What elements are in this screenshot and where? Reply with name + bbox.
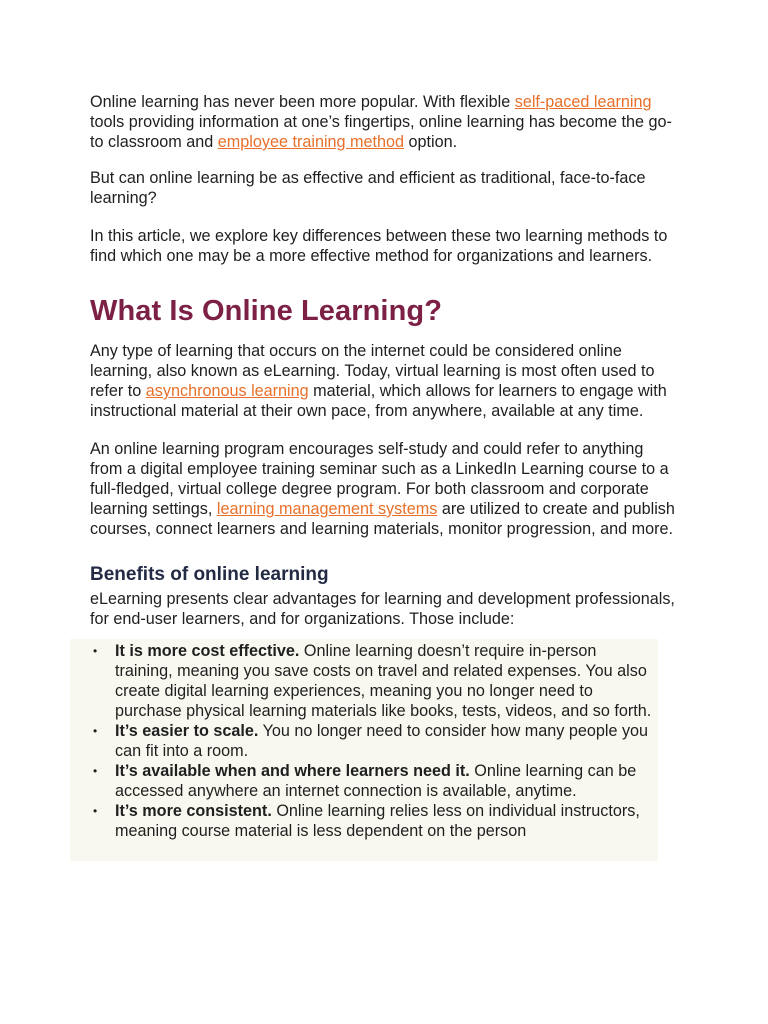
benefit-item-cost: [115, 641, 658, 721]
benefits-list-box: [70, 639, 658, 861]
section1-paragraph-1: [90, 341, 680, 421]
learning-management-systems-link[interactable]: learning management systems: [216, 500, 438, 518]
intro-p1-text-before: Online learning has never been more popular. With flexible: [90, 93, 515, 111]
benefits-list: [115, 641, 658, 841]
intro-paragraph-3: In this article, we explore key differences between these two learning methods to find which one may be a more effective method for organizations and learners.: [90, 227, 668, 265]
benefit-item-scale-text: You no longer need to consider how many people you can fit into a room.: [115, 722, 649, 760]
benefit-item-scale: [115, 721, 658, 761]
self-paced-learning-link[interactable]: self-paced learning: [514, 93, 652, 111]
benefit-item-cost-text: Online learning doesn’t require in-person training, meaning you save costs on travel and related expenses. You also create digital learning experiences, meaning you no longer need to purchase physical learning materials like books, tests, videos, and so forth.: [115, 642, 652, 720]
intro-p1-text-after: option.: [404, 133, 458, 151]
benefit-item-availability-text: Online learning can be accessed anywhere an internet connection is available, anytime.: [115, 762, 637, 800]
benefit-item-scale-title: It’s easier to scale.: [115, 722, 259, 740]
section1-p2-text-before: An online learning program encourages self-study and could refer to anything from a digital employee training seminar such as a LinkedIn Learning course to a full-fledged, virtual college degree program. For both classroom and corporate learning settings,: [90, 440, 669, 518]
intro-paragraph-2: But can online learning be as effective and efficient as traditional, face-to-face learning?: [90, 169, 646, 207]
intro-paragraph-1: [90, 92, 680, 152]
benefits-intro-paragraph: eLearning presents clear advantages for learning and development professionals, for end-user learners, and for organizations. Those include:: [90, 590, 675, 628]
document-page: [90, 92, 680, 861]
section-heading-online-learning: What Is Online Learning?: [90, 295, 443, 327]
benefit-item-consistency-title: It’s more consistent.: [115, 802, 272, 820]
section1-p1-text-before: Any type of learning that occurs on the internet could be considered online learning, also known as eLearning. Today, virtual learning is most often used to refer to: [90, 342, 655, 400]
benefit-item-consistency-text: Online learning relies less on individual instructors, meaning course material is less dependent on the person: [115, 802, 640, 840]
employee-training-method-link[interactable]: employee training method: [217, 133, 405, 151]
benefit-item-availability: [115, 761, 658, 801]
section1-p2-text-after: are utilized to create and publish courses, connect learners and learning materials, monitor progression, and more.: [90, 500, 675, 538]
benefit-item-consistency: [115, 801, 658, 841]
section-heading-benefits: Benefits of online learning: [90, 564, 329, 585]
benefit-item-cost-title: It is more cost effective.: [115, 642, 300, 660]
section1-p1-text-after: material, which allows for learners to engage with instructional material at their own pace, from anywhere, available at any time.: [90, 382, 667, 420]
asynchronous-learning-link[interactable]: asynchronous learning: [145, 382, 309, 400]
benefit-item-availability-title: It’s available when and where learners need it.: [115, 762, 470, 780]
intro-p1-text-middle: tools providing information at one’s fingertips, online learning has become the go-to classroom and: [90, 113, 672, 151]
section1-paragraph-2: [90, 439, 680, 539]
